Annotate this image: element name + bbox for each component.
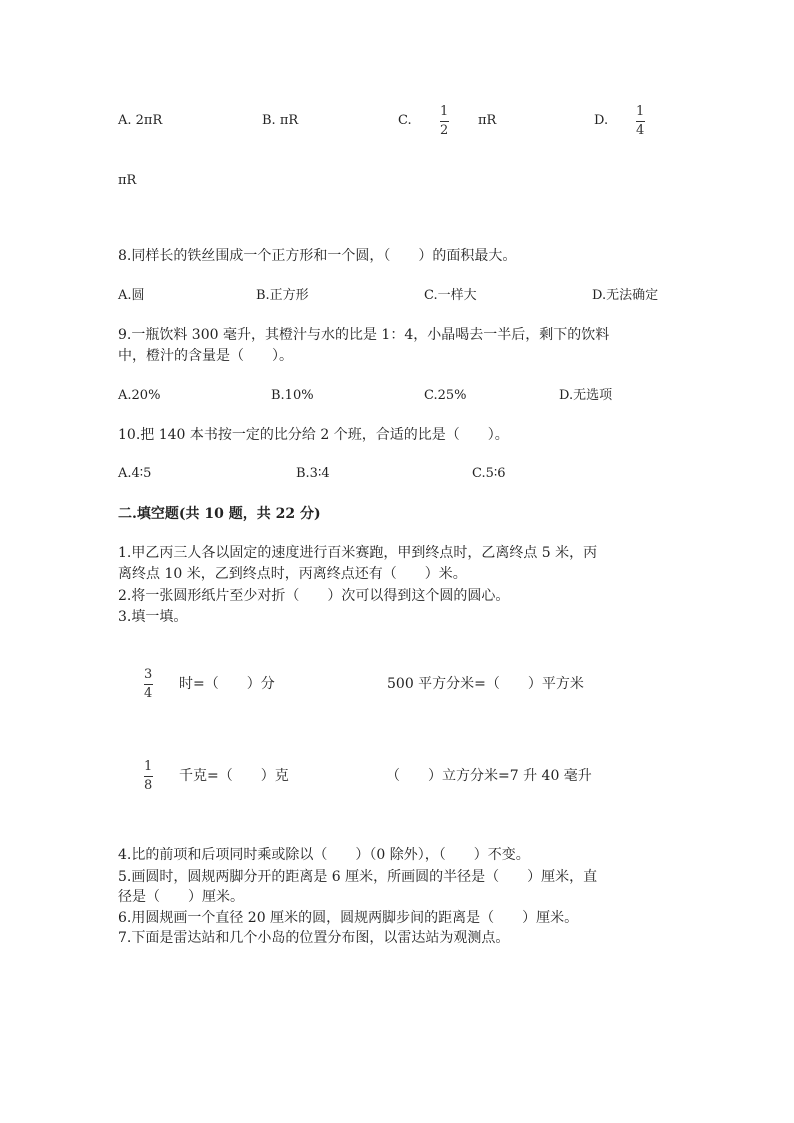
q7-option-c-label: C. <box>398 113 412 128</box>
q9-text-line1: 9.一瓶饮料 300 毫升，其橙汁与水的比是 1：4，小晶喝去一半后，剩下的饮料 <box>118 327 610 343</box>
fraction-bar <box>636 121 645 122</box>
q8-text: 8.同样长的铁丝围成一个正方形和一个圆，（ ）的面积最大。 <box>118 248 517 264</box>
q9-option-d: D.无选项 <box>559 388 613 403</box>
q7-option-a: A. 2πR <box>118 113 163 128</box>
fraction-bar <box>144 776 153 777</box>
fraction-bar <box>144 684 153 685</box>
fraction-denominator: 4 <box>144 686 153 701</box>
q7-option-c-suffix: πR <box>478 113 497 128</box>
fraction-numerator: 1 <box>144 759 153 774</box>
fill-q3a-text: 时=（ ）分 <box>179 676 275 692</box>
fill-q5-line2: 径是（ ）厘米。 <box>118 889 244 905</box>
fraction-numerator: 1 <box>440 104 449 119</box>
fraction-denominator: 8 <box>144 778 153 793</box>
fill-q3c-fraction <box>142 760 154 793</box>
q8-option-b: B.正方形 <box>256 288 309 303</box>
q10-option-a: A.4∶5 <box>118 466 152 481</box>
fill-q3a-fraction <box>142 668 154 701</box>
fraction-denominator: 4 <box>636 123 645 138</box>
fraction-numerator: 3 <box>144 667 153 682</box>
fill-q4: 4.比的前项和后项同时乘或除以（ ）（0 除外），（ ）不变。 <box>118 847 530 863</box>
q7-option-c-fraction <box>438 105 450 138</box>
fill-q6: 6.用圆规画一个直径 20 厘米的圆，圆规两脚步间的距离是（ ）厘米。 <box>118 910 579 926</box>
fill-q1-line1: 1.甲乙丙三人各以固定的速度进行百米赛跑，甲到终点时，乙离终点 5 米，丙 <box>118 545 598 561</box>
q8-option-a: A.圆 <box>118 288 145 303</box>
fill-q7: 7.下面是雷达站和几个小岛的位置分布图，以雷达站为观测点。 <box>118 930 510 946</box>
q9-text-line2: 中，橙汁的含量是（ ）。 <box>118 348 293 364</box>
fraction-bar <box>440 121 449 122</box>
fill-q3c-text: 千克=（ ）克 <box>179 768 289 784</box>
fill-q3: 3.填一填。 <box>118 609 188 625</box>
q10-text: 10.把 140 本书按一定的比分给 2 个班，合适的比是（ ）。 <box>118 427 509 443</box>
q8-option-c: C.一样大 <box>424 288 477 303</box>
q10-option-b: B.3∶4 <box>296 466 330 481</box>
fill-q3b-text: 500 平方分米=（ ）平方米 <box>387 676 584 692</box>
fill-q2: 2.将一张圆形纸片至少对折（ ）次可以得到这个圆的圆心。 <box>118 588 510 604</box>
q7-option-d-fraction <box>634 105 646 138</box>
q8-option-d: D.无法确定 <box>592 288 659 303</box>
q9-option-a: A.20% <box>118 388 161 403</box>
fraction-denominator: 2 <box>440 123 449 138</box>
fraction-numerator: 1 <box>636 104 645 119</box>
q9-option-b: B.10% <box>271 388 314 403</box>
q7-option-d-suffix: πR <box>118 173 137 188</box>
q9-option-c: C.25% <box>424 388 467 403</box>
section-title-fill-in: 二.填空题(共 10 题，共 22 分) <box>118 506 321 522</box>
fill-q5-line1: 5.画圆时，圆规两脚分开的距离是 6 厘米，所画圆的半径是（ ）厘米，直 <box>118 869 598 885</box>
fill-q1-line2: 离终点 10 米，乙到终点时，丙离终点还有（ ）米。 <box>118 566 467 582</box>
q10-option-c: C.5∶6 <box>472 466 506 481</box>
q7-option-b: B. πR <box>262 113 299 128</box>
q7-option-d-label: D. <box>594 113 609 128</box>
fill-q3d-text: （ ）立方分米=7 升 40 毫升 <box>386 768 592 784</box>
